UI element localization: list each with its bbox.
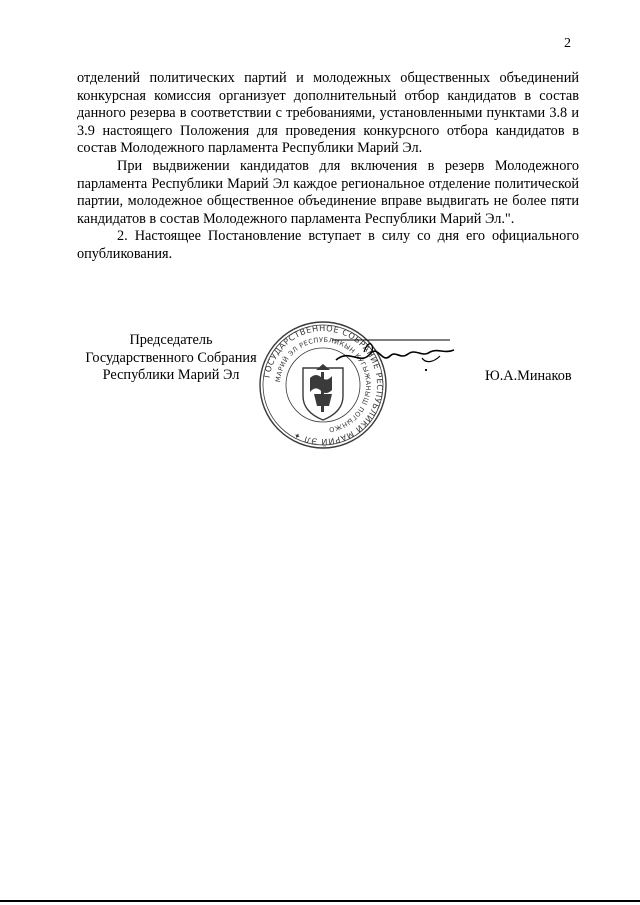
signatory-title-line-3: Республики Марий Эл xyxy=(102,367,240,384)
signatory-title xyxy=(76,332,266,385)
signatory-title-line-1: Председатель xyxy=(129,332,213,348)
handwritten-signature-icon xyxy=(330,330,460,380)
paragraph-nomination-rules: При выдвижении кандидатов для включения в резерв Молодежного парламента Республики Марий Эл каждое региональное отделение политической партии, молодежное общественное объединение вправе выдвигать не более пяти кандидатов в состав Молодежного парламента Республики Марий Эл.". xyxy=(77,157,579,227)
page-number: 2 xyxy=(564,36,571,51)
document-body xyxy=(77,70,579,264)
svg-text:ГОСУДАРСТВЕННОЕ СОБРАНИЕ РЕСПУ: ГОСУДАРСТВЕННОЕ СОБРАНИЕ РЕСПУБЛИКИ МАРИЙ ЭЛ ✦ xyxy=(261,322,386,448)
svg-text:МАРИЙ ЭЛ РЕСПУБЛИКЫН КУГЫЖАНЫШ: МАРИЙ ЭЛ РЕСПУБЛИКЫН КУГЫЖАНЫШ ПОГЫНЖО xyxy=(274,335,373,434)
paragraph-effective-date: 2. Настоящее Постановление вступает в силу со дня его официального опубликования. xyxy=(77,228,579,262)
page-bottom-edge xyxy=(0,900,640,902)
signatory-title-line-2: Государственного Собрания xyxy=(85,349,257,366)
paragraph-continuation: отделений политических партий и молодежных общественных объединений конкурсная комиссия организует дополнительный отбор кандидатов в состав данного резерва в соответствии с требованиями, установленными пунктами 3.8 и 3.9 настоящего Положения для проведения конкурсного отбора кандидатов в состав Молодежного парламента Республики Марий Эл. xyxy=(77,70,579,157)
signer-name: Ю.А.Минаков xyxy=(485,368,572,384)
